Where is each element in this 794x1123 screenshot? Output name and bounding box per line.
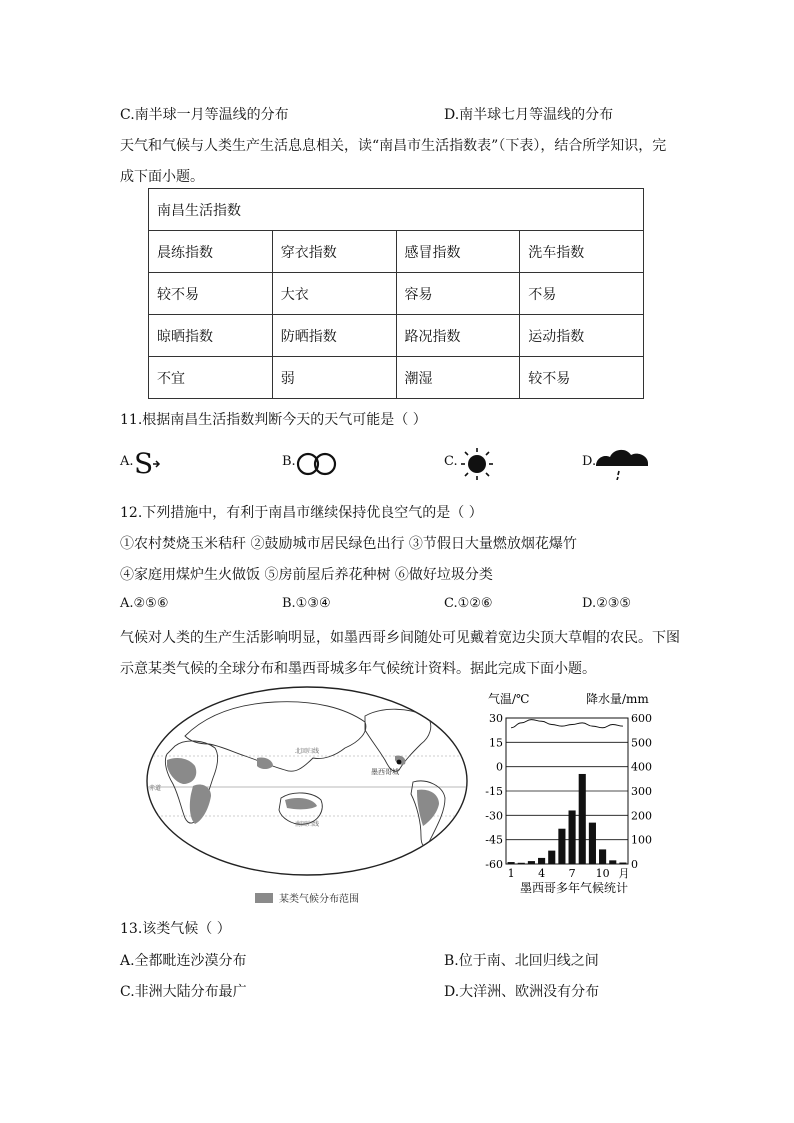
q11-option-b-label: B.	[282, 454, 296, 469]
table-cell: 不易	[520, 273, 644, 315]
svg-text:S: S	[134, 449, 154, 477]
mexico-city-marker	[397, 760, 402, 765]
chart-right-ticks	[631, 712, 652, 871]
q13-option-b: B.位于南、北回归线之间	[444, 953, 599, 969]
q13-option-a: A.全都毗连沙漠分布	[120, 953, 247, 969]
precipitation-bars	[508, 774, 627, 864]
table-cell: 晨练指数	[149, 231, 273, 273]
precipitation-bar	[558, 829, 565, 864]
chart-grid	[506, 742, 628, 839]
table-cell: 穿衣指数	[272, 231, 396, 273]
sunny-icon	[458, 448, 496, 480]
q12-option-c: C.①②⑥	[444, 596, 493, 611]
table-cell: 防晒指数	[272, 315, 396, 357]
chart-x-tick-label: 1	[507, 867, 515, 880]
q12-option-a: A.②⑤⑥	[120, 596, 169, 611]
chart-caption: 墨西哥多年气候统计	[519, 881, 629, 895]
map-label-mexico-city: 墨西哥城	[371, 768, 399, 776]
chart-right-tick-label: 200	[631, 809, 652, 823]
intro2-line2: 示意某类气候的全球分布和墨西哥城多年气候统计资料。据此完成下面小题。	[120, 661, 596, 677]
precipitation-bar	[548, 851, 555, 864]
map-legend-text: 某类气候分布范围	[279, 894, 359, 905]
table-cell: 晾晒指数	[149, 315, 273, 357]
q12-measures-line2: ④家庭用煤炉生火做饭 ⑤房前屋后养花种树 ⑥做好垃圾分类	[120, 567, 493, 583]
q10-option-d: D.南半球七月等温线的分布	[444, 107, 614, 123]
table-cell: 路况指数	[396, 315, 520, 357]
table-row	[149, 231, 644, 273]
q13-option-c: C.非洲大陆分布最广	[120, 984, 247, 1000]
chart-right-tick-label: 300	[631, 785, 652, 798]
chart-left-tick-label: -30	[485, 809, 503, 823]
table-cell: 感冒指数	[396, 231, 520, 273]
table-cell: 大衣	[272, 273, 396, 315]
chart-left-tick-label: -45	[485, 833, 503, 847]
sandstorm-icon	[134, 449, 164, 477]
table-row	[149, 273, 644, 315]
precipitation-bar	[619, 863, 626, 864]
table-cell: 容易	[396, 273, 520, 315]
chart-x-unit-label: 月	[618, 867, 630, 880]
q12-option-d: D.②③⑤	[582, 596, 632, 611]
intro1-line1: 天气和气候与人类生产生活息息相关，读“南昌市生活指数表”（下表），结合所学知识，完	[120, 138, 667, 154]
q12-stem: 12.下列措施中，有利于南昌市继续保持优良空气的是（ ）	[120, 505, 483, 521]
precipitation-bar	[508, 862, 515, 864]
table-cell: 弱	[272, 357, 396, 399]
chart-left-axis-label: 气温/℃	[488, 692, 530, 706]
map-label-tropic-south: 南回归线	[295, 821, 320, 828]
q13-option-d: D.大洋洲、欧洲没有分布	[444, 984, 600, 1000]
temperature-line	[511, 720, 623, 728]
precipitation-bar	[579, 774, 586, 864]
life-index-table	[148, 188, 644, 399]
table-title-row	[149, 189, 644, 231]
legend-swatch	[255, 893, 273, 903]
rain-icon	[594, 446, 652, 480]
chart-right-tick-label: 0	[631, 858, 638, 871]
table-cell: 不宜	[149, 357, 273, 399]
chart-x-tick-label: 7	[568, 867, 576, 880]
table-cell: 潮湿	[396, 357, 520, 399]
chart-x-ticks	[508, 867, 630, 880]
chart-left-tick-label: 15	[489, 736, 503, 750]
precipitation-bar	[609, 860, 616, 864]
map-label-tropic-north: 北回归线	[295, 748, 320, 755]
chart-left-tick-label: -15	[485, 785, 503, 798]
precipitation-bar	[569, 810, 576, 864]
table-row	[149, 315, 644, 357]
table-cell: 较不易	[520, 357, 644, 399]
table-cell: 较不易	[149, 273, 273, 315]
q11-option-a-label: A.	[120, 454, 134, 469]
q11-stem: 11.根据南昌生活指数判断今天的天气可能是（ ）	[120, 412, 427, 428]
chart-x-tick-label: 4	[538, 867, 546, 880]
map-label-equator: 赤道	[149, 785, 162, 792]
precipitation-bar	[599, 849, 606, 864]
table-cell: 洗车指数	[520, 231, 644, 273]
precipitation-bar	[538, 858, 545, 864]
precipitation-bar	[589, 823, 596, 864]
q13-stem: 13.该类气候（ ）	[120, 921, 231, 937]
chart-right-tick-label: 400	[631, 760, 652, 774]
q10-option-c: C.南半球一月等温线的分布	[120, 107, 289, 123]
precipitation-bar	[518, 863, 525, 864]
precipitation-bar	[528, 861, 535, 864]
q12-measures-line1: ①农村焚烧玉米秸秆 ②鼓励城市居民绿色出行 ③节假日大量燃放烟花爆竹	[120, 536, 577, 552]
intro2-line1: 气候对人类的生产生活影响明显，如墨西哥乡间随处可见戴着宽边尖顶大草帽的农民。下图	[120, 630, 680, 646]
table-cell: 运动指数	[520, 315, 644, 357]
fog-icon	[296, 451, 338, 477]
chart-right-tick-label: 600	[631, 712, 652, 725]
chart-right-tick-label: 500	[631, 736, 652, 750]
chart-left-tick-label: -60	[485, 858, 503, 871]
table-row	[149, 357, 644, 399]
q12-option-b: B.①③④	[282, 596, 331, 611]
chart-right-tick-label: 100	[631, 833, 652, 847]
q11-option-d-label: D.	[582, 454, 597, 469]
table-title: 南昌生活指数	[149, 189, 644, 231]
q11-option-c-label: C.	[444, 454, 458, 469]
chart-x-tick-label: 10	[595, 867, 610, 880]
chart-right-axis-label: 降水量/mm	[586, 692, 649, 706]
intro1-line2: 成下面小题。	[120, 169, 204, 185]
chart-left-ticks	[485, 712, 503, 871]
chart-left-tick-label: 30	[489, 712, 503, 725]
world-climate-map	[145, 686, 470, 906]
mexico-climate-chart	[474, 690, 664, 902]
chart-left-tick-label: 0	[496, 760, 503, 774]
